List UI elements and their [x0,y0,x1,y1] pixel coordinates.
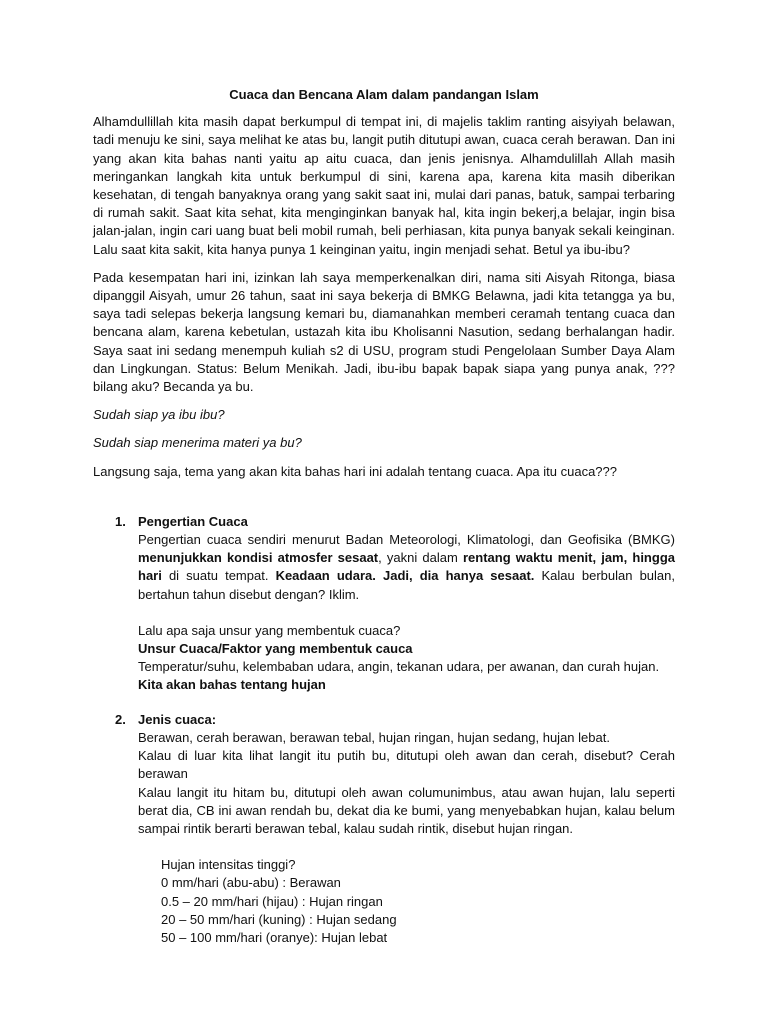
weather-types-text: Kalau di luar kita lihat langit itu putih bu, ditutupi oleh awan dan cerah, disebut? Cerah berawan [138,748,675,782]
intensity-item: 50 – 100 mm/hari (oranye): Hujan lebat [161,929,388,945]
text-run: Kalau berbulan bulan, bertahun tahun disebut dengan? Iklim. [138,568,675,602]
spacer [93,695,675,711]
bold-run: rentang waktu menit, jam, hingga hari [138,550,675,584]
text-run: di suatu tempat. [161,568,276,584]
intensity-item: 0 mm/hari (abu-abu) : Berawan [161,875,341,891]
section-number: 2. [115,711,126,727]
text-run: Pengertian cuaca sendiri menurut Badan Meteorologi, Klimatologi, dan Geofisika (BMKG) [138,532,675,548]
spacer [138,604,675,622]
intensity-block [138,856,675,947]
spacer [93,491,675,513]
bold-run: Keadaan udara. Jadi, dia hanya sesaat. [275,568,535,584]
section-definition [93,513,675,695]
question-material: Sudah siap menerima materi ya bu? [93,435,302,451]
paragraph-introduction: Pada kesempatan hari ini, izinkan lah saya memperkenalkan diri, nama siti Aisyah Ritonga, biasa dipanggil Aisyah, umur 26 tahun, saat ini saya bekerja di BMKG Belawna, jadi kita tetangga ya bu, saya tadi selepas bekerja langsung kemari bu, diamanahkan memberi ceramah tentang cuaca dan bencana alam, karena kebetulan, ustazah kita ibu Kholisanni Nasution, sedang berhalangan hadir. Saya saat ini sedang menempuh kuliah s2 di USU, program studi Pengelolaan Sumber Daya Alam dan Lingkungan. Status: Belum Menikah. Jadi, ibu-ibu bapak bapak siapa yang punya anak, ??? bilang aku? Becanda ya bu. [93,269,675,395]
spacer [138,838,675,856]
bold-run: menunjukkan kondisi atmosfer sesaat [138,550,379,566]
rain-closing: Kita akan bahas tentang hujan [138,677,326,693]
elements-list: Temperatur/suhu, kelembaban udara, angin, tekanan udara, per awanan, dan curah hujan. [138,659,660,675]
paragraph-opening: Alhamdullillah kita masih dapat berkumpul di tempat ini, di majelis taklim ranting aisyiyah belawan, tadi menuju ke sini, saya melihat ke atas bu, langit putih ditutupi awan, cuaca cerah berawan. Dan ini yang akan kita bahas nanti yaitu ap aitu cuaca, dan jenis jenisnya. Alhamdulillah Allah masih meringankan langkah kita untuk berkumpul di sini, karena apa, karena kita masih diberikan kesehatan, di tengah banyaknya orang yang sakit saat ini, mulai dari panas, batuk, sampai terbaring di rumah sakit. Saat kita sehat, kita menginginkan banyak hal, kita ingin bekerj,a belajar, ingin bisa jalan-jalan, ingin cari uang buat beli mobil rumah, beli perhiasan, kita punya banyak sekali keinginan. Lalu saat kita sakit, kita hanya punya 1 keinginan yaitu, ingin menjadi sehat. Betul ya ibu-ibu? [93,114,675,257]
elements-subheading: Unsur Cuaca/Faktor yang membentuk cauca [138,641,413,657]
paragraph-topic: Langsung saja, tema yang akan kita bahas hari ini adalah tentang cuaca. Apa itu cuaca??? [93,463,617,479]
section-heading: Jenis cuaca: [138,711,217,727]
text-run: , yakni dalam [378,550,463,566]
question-ready: Sudah siap ya ibu ibu? [93,407,225,423]
intensity-title: Hujan intensitas tinggi? [161,857,296,873]
section-number: 1. [115,513,126,529]
document-title: Cuaca dan Bencana Alam dalam pandangan Islam [229,87,539,102]
section-weather-types [93,711,675,947]
elements-question: Lalu apa saja unsur yang membentuk cuaca? [138,622,401,638]
intensity-item: 20 – 50 mm/hari (kuning) : Hujan sedang [161,911,397,927]
section-heading: Pengertian Cuaca [138,513,248,529]
definition-text [138,531,675,604]
weather-types-text: Kalau langit itu hitam bu, ditutupi oleh awan columunimbus, atau awan hujan, lalu seperti berat dia, CB ini awan rendah bu, dekat dia ke bumi, yang menyebabkan hujan, kalau belum sampai rintik berarti berawan tebal, kalau sudah rintik, disebut hujan ringan. [138,784,675,836]
intensity-item: 0.5 – 20 mm/hari (hijau) : Hujan ringan [161,893,383,909]
weather-types-list: Berawan, cerah berawan, berawan tebal, hujan ringan, hujan sedang, hujan lebat. [138,729,610,745]
